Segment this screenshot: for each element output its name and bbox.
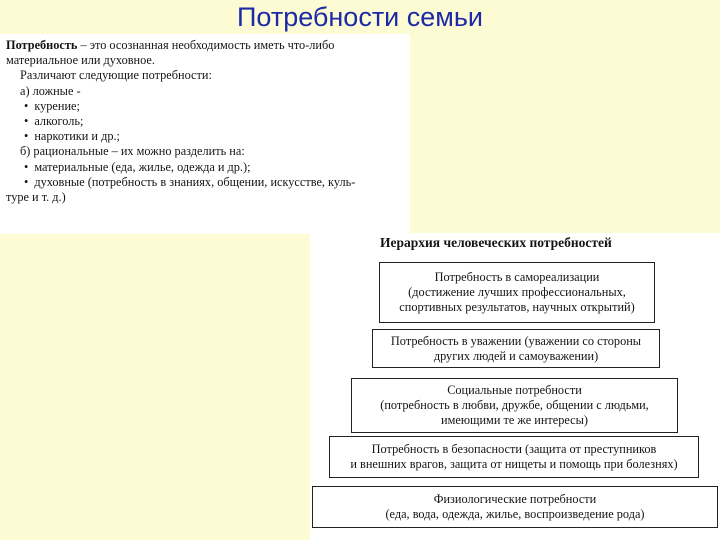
- hierarchy-title: Иерархия человеческих потребностей: [380, 235, 612, 250]
- level-text: и внешних врагов, защита от нищеты и помощь при болезнях): [350, 457, 678, 471]
- level-text: (еда, вода, одежда, жилье, воспроизведение рода): [385, 507, 645, 521]
- level-text: Потребность в самореализации: [434, 270, 600, 284]
- hierarchy-level-safety: [329, 436, 699, 478]
- list-item: • наркотики и др.;: [6, 129, 404, 144]
- definition-line: [6, 38, 404, 53]
- definition-line11: туре и т. д.): [6, 190, 66, 205]
- definition-line2: материальное или духовное.: [6, 53, 155, 68]
- definition-line3: Различают следующие потребности:: [20, 68, 212, 83]
- list-item: • курение;: [6, 99, 404, 114]
- level-text: Потребность в безопасности (защита от преступников: [371, 442, 657, 456]
- level-text: Потребность в уважении (уважении со стороны: [390, 333, 642, 348]
- hierarchy-level-physiological: [312, 486, 718, 528]
- definition-term: Потребность: [6, 38, 78, 52]
- level-text: имеющими те же интересы): [441, 413, 588, 427]
- definition-text: [6, 38, 404, 205]
- false-needs-heading: а) ложные -: [20, 83, 81, 98]
- list-item: • духовные (потребность в знаниях, общении, искусстве, куль-: [6, 175, 404, 190]
- hierarchy-scan: [310, 233, 720, 540]
- hierarchy-level-social: [351, 378, 678, 433]
- list-item: • алкоголь;: [6, 114, 404, 129]
- definition-line1: – это осознанная необходимость иметь что-либо: [77, 38, 335, 52]
- level-text: Социальные потребности: [447, 383, 582, 397]
- slide-title: Потребности семьи: [237, 2, 483, 32]
- level-text: (потребность в любви, дружбе, общении с людьми,: [380, 398, 649, 412]
- definition-scan: [0, 34, 410, 234]
- level-text: спортивных результатов, научных открытий): [399, 300, 635, 314]
- hierarchy-level-self-actualization: [379, 262, 655, 323]
- level-text: (достижение лучших профессиональных,: [408, 285, 626, 299]
- level-text: Физиологические потребности: [433, 492, 597, 506]
- level-text: других людей и самоуважении): [433, 348, 599, 363]
- rational-needs-heading: б) рациональные – их можно разделить на:: [20, 144, 245, 159]
- hierarchy-level-esteem: [372, 329, 660, 368]
- list-item: • материальные (еда, жилье, одежда и др.);: [6, 160, 404, 175]
